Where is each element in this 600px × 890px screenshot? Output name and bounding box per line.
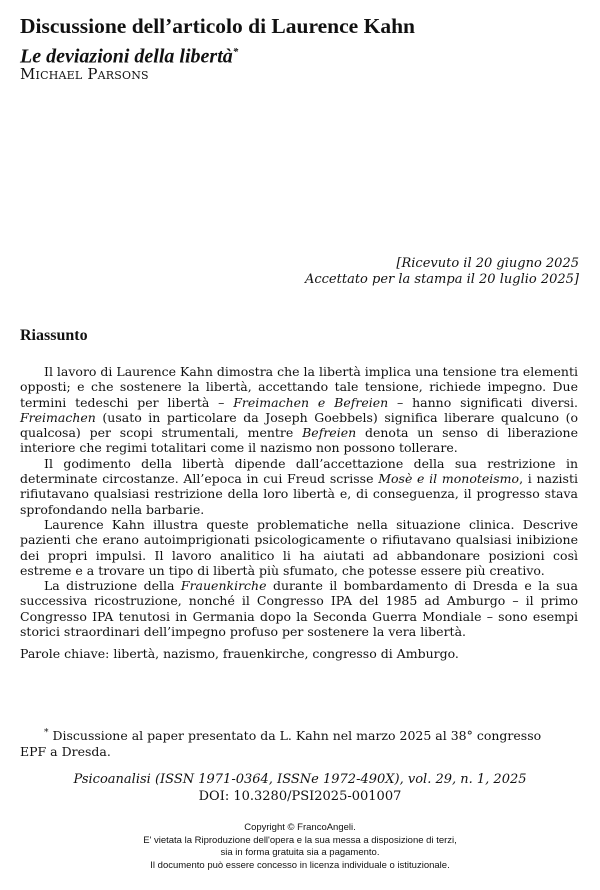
text-run: – hanno significati diversi. (388, 394, 578, 410)
abstract-paragraph (20, 578, 578, 639)
emphasis: Freimachen e Befreien (233, 394, 389, 410)
copyright-notice (0, 822, 600, 872)
emphasis: Freimachen (20, 409, 96, 425)
copyright-line: sia in forma gratuita sia a pagamento. (220, 847, 380, 859)
subtitle-text: Le deviazioni della libertà (20, 45, 233, 68)
received-date: [Ricevuto il 20 giugno 2025 (396, 256, 579, 271)
copyright-line: Copyright © FrancoAngeli. (244, 822, 356, 833)
accepted-date: Accettato per la stampa il 20 luglio 2025] (304, 272, 579, 287)
abstract-paragraph (20, 456, 578, 517)
text-run: (usato in particolare da Joseph Goebbels) significa liberare qualcuno (o qualcosa) per scopi strumentali, mentre (20, 409, 578, 441)
text-run: La distruzione della (44, 578, 181, 594)
keywords: Parole chiave: libertà, nazismo, frauenkirche, congresso di Amburgo. (20, 646, 459, 661)
text-run: Il godimento della libertà dipende dall’accettazione della sua restrizione in determinate circostanze. All’epoca in cui Freud scrisse (20, 455, 578, 487)
copyright-line: E' vietata la Riproduzione dell'opera e la sua messa a disposizione di terzi, (143, 834, 457, 846)
text-run: Il lavoro di Laurence Kahn dimostra che la libertà implica una tensione tra elementi opposti; e che sostenere la libertà, accettando tale tensione, richiede impegno. Due termini tedeschi per libertà – (20, 364, 578, 410)
emphasis: Mosè e il monoteismo (378, 471, 520, 487)
article-title: Discussione dell’articolo di Laurence Kahn (20, 14, 415, 38)
footnote (20, 726, 560, 759)
abstract-paragraph: Laurence Kahn illustra queste problematiche nella situazione clinica. Descrive pazienti che erano autoimprigionati psicologicamente o rifiutavano qualsiasi inibizione dei propri impulsi. Il lavoro analitico li ha aiutati ad abbandonare posizioni così estreme e a trovare un tipo di libertà più sfumato, che potesse essere più creativo. (20, 516, 578, 578)
footnote-marker: * (44, 728, 49, 738)
text-run: durante il bombardamento di Dresda e la sua successiva ricostruzione, nonché il Congresso IPA del 1985 ad Amburgo – il primo Congresso IPA tenutosi in Germania dopo la Seconda Guerra Mondiale – sono esempi storici straordinari dell’impegno profuso per sostenere la vera libertà. (20, 578, 578, 640)
text-run: denota un senso di liberazione interiore che regimi totalitari come il nazismo non possono tollerare. (20, 425, 578, 456)
author-name: Michael Parsons (20, 65, 149, 83)
abstract-paragraph (20, 364, 578, 456)
emphasis: Frauenkirche (180, 578, 267, 594)
received-dates (179, 256, 579, 288)
emphasis: Befreien (302, 425, 357, 441)
copyright-line: Il documento può essere concesso in licenza individuale o istituzionale. (150, 859, 450, 871)
text-run: , i nazisti rifiutavano qualsiasi restrizione della loro libertà e, di conseguenza, il progresso stava sprofondando nella barbarie. (20, 471, 578, 517)
abstract-body (20, 364, 578, 639)
doi: DOI: 10.3280/PSI2025-001007 (198, 789, 402, 804)
abstract-heading: Riassunto (20, 327, 88, 344)
journal-citation: Psicoanalisi (ISSN 1971-0364, ISSNe 1972-490X), vol. 29, n. 1, 2025 (73, 772, 527, 787)
subtitle-footnote-marker[interactable]: * (232, 46, 239, 58)
footnote-text: Discussione al paper presentato da L. Kahn nel marzo 2025 al 38° congresso EPF a Dresda. (20, 728, 542, 759)
